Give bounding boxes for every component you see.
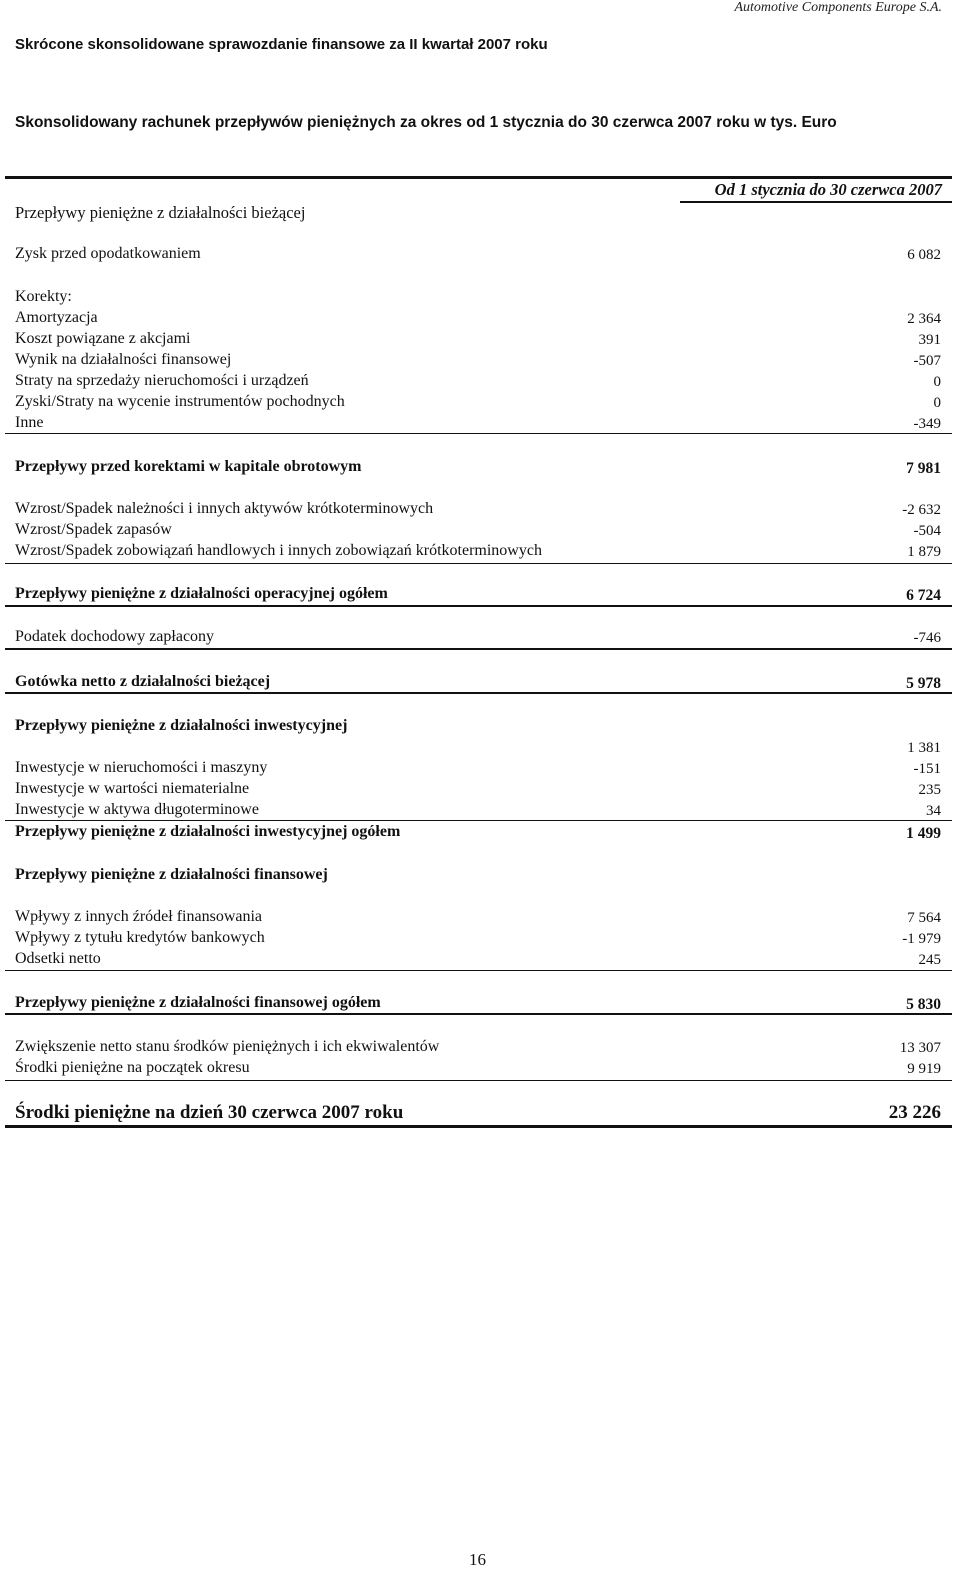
row-divider xyxy=(5,605,952,607)
table-row xyxy=(15,908,941,928)
bottom-rule xyxy=(5,1125,952,1128)
row-divider xyxy=(5,1080,952,1081)
table-row xyxy=(15,542,941,562)
table-row xyxy=(15,500,941,520)
row-label: Przepływy pieniężne z działalności finansowej ogółem xyxy=(15,994,381,1011)
row-label: Wzrost/Spadek należności i innych aktywów krótkoterminowych xyxy=(15,500,434,517)
row-value: 6 082 xyxy=(907,247,941,263)
section-heading-row xyxy=(15,717,941,737)
table-row xyxy=(15,351,941,371)
row-value: 9 919 xyxy=(907,1061,941,1077)
row-divider xyxy=(5,820,952,821)
row-label: Zysk przed opodatkowaniem xyxy=(15,245,201,262)
row-value: -2 632 xyxy=(902,502,941,518)
row-label: Środki pieniężne na początek okresu xyxy=(15,1059,250,1076)
row-divider xyxy=(5,1013,952,1015)
row-value: 7 564 xyxy=(907,910,941,926)
section-operating-heading: Przepływy pieniężne z działalności bieżącej xyxy=(15,203,306,222)
table-row xyxy=(15,245,941,265)
row-value: -1 979 xyxy=(902,931,941,947)
subtotal-row xyxy=(15,673,941,693)
section-heading-row xyxy=(15,866,941,886)
row-value: 235 xyxy=(918,782,941,798)
row-label: Inwestycje w nieruchomości i maszyny xyxy=(15,759,268,776)
table-row xyxy=(15,801,941,821)
row-divider xyxy=(5,648,952,650)
row-label: Wzrost/Spadek zobowiązań handlowych i innych zobowiązań krótkoterminowych xyxy=(15,542,542,559)
row-label: Przepływy pieniężne z działalności finansowej xyxy=(15,866,328,883)
row-divider xyxy=(5,433,952,434)
table-row xyxy=(15,628,941,648)
subtotal-row xyxy=(15,585,941,605)
page-number: 16 xyxy=(469,1550,486,1569)
row-label: Odsetki netto xyxy=(15,950,101,967)
company-name: Automotive Components Europe S.A. xyxy=(734,0,942,15)
row-label: Przepływy pieniężne z działalności inwestycyjnej xyxy=(15,717,348,734)
period-header: Od 1 stycznia do 30 czerwca 2007 xyxy=(714,180,942,199)
row-label: Przepływy pieniężne z działalności operacyjnej ogółem xyxy=(15,585,388,602)
row-label: Koszt powiązane z akcjami xyxy=(15,330,191,347)
row-value: -507 xyxy=(913,353,941,369)
row-value: 7 981 xyxy=(906,460,941,477)
table-row xyxy=(15,929,941,949)
row-value: 391 xyxy=(918,332,941,348)
row-label: Inwestycje w aktywa długoterminowe xyxy=(15,801,259,818)
row-value: 0 xyxy=(933,374,941,390)
row-value: -151 xyxy=(913,761,941,777)
row-label: Zwiększenie netto stanu środków pieniężnych i ich ekwiwalentów xyxy=(15,1038,440,1055)
row-value: 245 xyxy=(918,952,941,968)
row-label: Gotówka netto z działalności bieżącej xyxy=(15,673,271,690)
row-label: Wzrost/Spadek zapasów xyxy=(15,521,172,538)
table-row xyxy=(15,309,941,329)
table-row xyxy=(15,780,941,800)
report-title: Skrócone skonsolidowane sprawozdanie finansowe za II kwartał 2007 roku xyxy=(15,36,548,53)
row-value: 5 830 xyxy=(906,996,941,1013)
table-row xyxy=(15,1038,941,1058)
row-value: 13 307 xyxy=(899,1040,941,1056)
row-label: Inne xyxy=(15,414,44,431)
row-divider xyxy=(5,692,952,694)
top-rule xyxy=(5,176,952,179)
row-label: Przepływy pieniężne z działalności inwestycyjnej ogółem xyxy=(15,823,401,840)
row-value: 1 879 xyxy=(907,544,941,560)
row-value: 1 499 xyxy=(906,825,941,842)
row-label: Wynik na działalności finansowej xyxy=(15,351,232,368)
table-row xyxy=(15,414,941,434)
total-row xyxy=(15,1104,941,1124)
table-row xyxy=(15,372,941,392)
row-value: -504 xyxy=(913,523,941,539)
row-label: Wpływy z tytułu kredytów bankowych xyxy=(15,929,265,946)
row-label: Inwestycje w wartości niematerialne xyxy=(15,780,250,797)
table-row xyxy=(15,288,941,308)
subtotal-row xyxy=(15,823,941,843)
row-label: Amortyzacja xyxy=(15,309,98,326)
row-value: -746 xyxy=(913,630,941,646)
row-label: Przepływy przed korektami w kapitale obrotowym xyxy=(15,458,362,475)
table-row xyxy=(15,1059,941,1079)
table-row xyxy=(15,738,941,758)
row-label: Środki pieniężne na dzień 30 czerwca 2007 roku xyxy=(15,1102,404,1123)
row-value: 1 381 xyxy=(907,740,941,756)
row-label: Wpływy z innych źródeł finansowania xyxy=(15,908,263,925)
table-row xyxy=(15,521,941,541)
row-value: 34 xyxy=(926,803,941,819)
row-divider xyxy=(5,563,952,564)
subtotal-row xyxy=(15,994,941,1014)
table-row xyxy=(15,759,941,779)
row-value: 6 724 xyxy=(906,587,941,604)
statement-title: Skonsolidowany rachunek przepływów pieniężnych za okres od 1 stycznia do 30 czerwca 2007 roku w tys. Euro xyxy=(15,114,837,131)
row-value: 0 xyxy=(933,395,941,411)
table-row xyxy=(15,330,941,350)
row-label: Podatek dochodowy zapłacony xyxy=(15,628,215,645)
row-divider xyxy=(5,970,952,971)
row-value: 23 226 xyxy=(888,1102,941,1123)
row-label: Zyski/Straty na wycenie instrumentów pochodnych xyxy=(15,393,345,410)
table-row xyxy=(15,393,941,413)
row-label: Straty na sprzedaży nieruchomości i urządzeń xyxy=(15,372,309,389)
row-value: -349 xyxy=(913,416,941,432)
period-underline xyxy=(680,201,952,203)
subtotal-row xyxy=(15,458,941,478)
row-value: 5 978 xyxy=(906,675,941,692)
row-label: Korekty: xyxy=(15,288,72,305)
row-value: 2 364 xyxy=(907,311,941,327)
table-row xyxy=(15,950,941,970)
